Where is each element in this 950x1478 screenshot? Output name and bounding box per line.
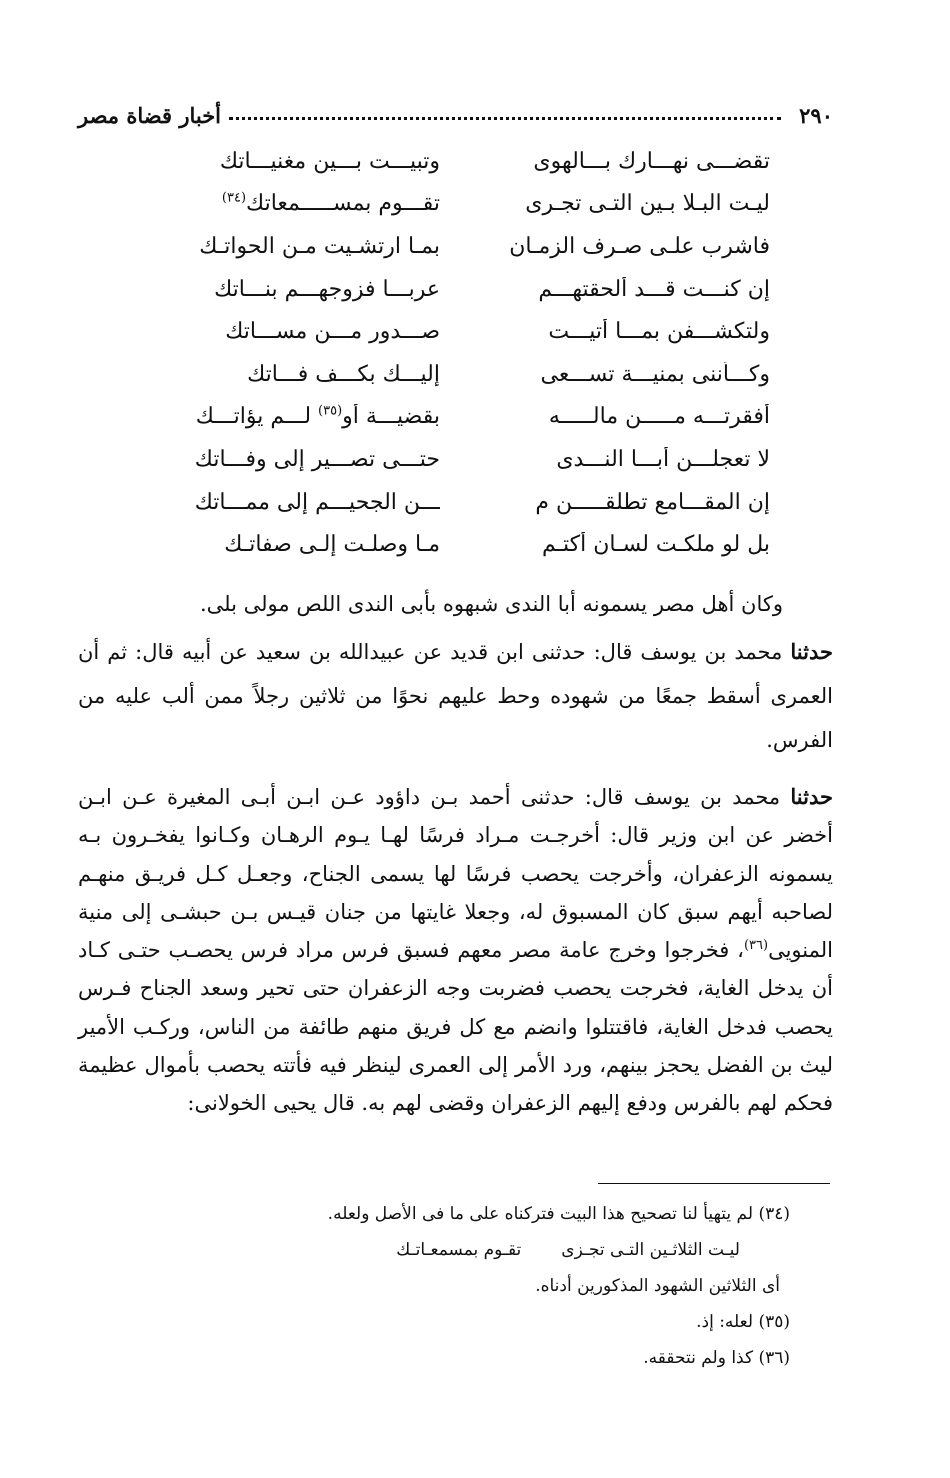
verse-second-hemistich: صـــدور مـــن مســـاتك: [225, 319, 440, 345]
verse-first-hemistich: تقضـــى نهـــارك بـــالهوى: [533, 148, 770, 174]
verse-first-hemistich: وكـــأننى بمنيـــة تســـعى: [540, 361, 770, 387]
paragraph-abu-alnada: [78, 584, 833, 624]
verse-second-text: بقضيـــة أو: [342, 404, 440, 430]
verse-first-hemistich: ولتكشـــفن بمـــا أتيـــت: [548, 319, 770, 345]
running-title: أخبار قضاة مصر: [78, 102, 222, 128]
paragraph-body: محمد بن يوسف قال: حدثنى أحمد بـن داؤود عـن ابـن أبـى المغيرة عـن ابـن أخضر عن ابن وزير قال: أخرجـت مـراد فرسًا لهـا يـوم الرهـان وكـانوا يفخـرون بـه يسمونه الزعفران، وأخرجت يحصب فرسًا لها يسمى الجناح، وجعـل كـل فريـق منهـم لصاحبه أيهم سبق كان المسبوق له، وجعلا غايتها من جنان قيـس بـن حبشـى إلى منية المنويى: [78, 785, 833, 963]
verse-second-hemistich: إليـــك بكـــف فـــاتك: [247, 361, 440, 387]
verse-first-hemistich: بل لو ملكـت لسـان أكتـم: [541, 532, 770, 558]
footnote-ref-36[interactable]: (٣٦): [743, 938, 769, 954]
paragraph-text: [78, 630, 833, 762]
verse: [140, 438, 770, 481]
footnote-35: (٣٥) لعله: إذ.: [696, 1312, 790, 1332]
verse-second-hemistich: بمـا ارتشـيت مـن الحواتـك: [199, 233, 440, 259]
verse-second-hemistich: مـا وصلـت إلـى صفاتـك: [224, 532, 440, 558]
verse-second-tail: لـــم يؤاتـــك: [195, 404, 319, 430]
footnote-separator: [598, 1183, 830, 1184]
paragraph-text: [78, 778, 833, 1123]
paragraph-text: وكان أهل مصر يسمونه أبا الندى شبهوه بأبى الندى اللص مولى بلى.: [200, 592, 783, 616]
poem: [140, 140, 770, 566]
verse-second-hemistich: [140, 404, 440, 429]
verse: [140, 523, 770, 566]
verse-first-hemistich: إن كنـــت قـــد ألحقتهـــم: [538, 276, 770, 302]
verse-second-hemistich: عربـــا فزوجهـــم بنـــاتك: [214, 276, 440, 302]
verse: [140, 183, 770, 226]
verse-first-hemistich: لا تعجلـــن أبـــا النـــدى: [556, 446, 770, 472]
footnote-verse-second: تقـوم بمسمعـاتـك: [396, 1240, 522, 1260]
footnote-34-verse: [140, 1232, 790, 1268]
page-header: [78, 100, 833, 130]
paragraph-omari-witnesses: [78, 630, 833, 762]
footnote-verse-first: ليـت الثلاثـين التـى تجـزى: [561, 1240, 740, 1260]
footnote-34-explanation: أى الثلاثين الشهود المذكورين أدناه.: [535, 1276, 780, 1296]
footnote-36: (٣٦) كذا ولم نتحققه.: [643, 1348, 790, 1368]
verse-first-hemistich: ليـت البـلا بـين التـى تجـرى: [525, 191, 770, 217]
verse-second-hemistich: ـــن الجحيـــم إلى ممـــاتك: [194, 489, 440, 515]
verse: [140, 481, 770, 524]
verse-second-hemistich: حتـــى تصـــير إلى وفـــاتك: [194, 446, 440, 472]
verse-second-hemistich: وتبيـــت بـــين مغنيـــاتك: [219, 148, 440, 174]
paragraph-horse-race: [78, 778, 833, 1123]
verse-first-hemistich: أفقرتـــه مـــــن مالـــــه: [548, 404, 770, 430]
verse: [140, 140, 770, 183]
verse-second-text: تقـــوم بمســـــمعاتك: [246, 191, 440, 217]
footnote-ref-35[interactable]: (٣٥): [318, 404, 343, 420]
verse-first-hemistich: فاشرب علـى صـرف الزمـان: [509, 233, 770, 259]
paragraph-body-continued: ، فخرجوا وخرج عامة مصر معهم فسبق فرس مراد فرس يحصـب حتـى كـاد أن يدخل الغاية، فخرجت يحصب فضربت وجه الزعفران حتى تحير وسعد الجناح فـرس يحصب فدخل الغاية، فاقتتلوا وانضم مع كل فريق منهم طائفة من الناس، وركـب الأمير ليث بن الفضل يحجز بينهم، ورد الأمر إلى العمرى لينظر فيه فأتته يحصب بأموال عظيمة فحكم لهم بالفرس ودفع إليهم الزعفران وقضى لهم به. قال يحيى الخولانى:: [78, 938, 833, 1116]
verse: [140, 353, 770, 396]
verse-first-hemistich: إن المقـــامع تطلقـــــن م: [535, 489, 770, 515]
footnote-34: (٣٤) لم يتهيأ لنا تصحيح هذا البيت فتركناه على ما فى الأصل ولعله.: [327, 1204, 790, 1224]
footnote-ref-34[interactable]: (٣٤): [221, 191, 247, 207]
verse: [140, 225, 770, 268]
verse: [140, 396, 770, 439]
footnotes: [140, 1196, 790, 1376]
verse-second-hemistich: [140, 191, 440, 216]
isnad-lead: حدثنا: [790, 639, 833, 664]
verse: [140, 268, 770, 311]
verse: [140, 310, 770, 353]
isnad-lead: حدثنا: [790, 784, 833, 809]
header-leader-dots: [229, 117, 781, 120]
page-number: ٢٩٠: [799, 102, 833, 128]
paragraph-body: محمد بن يوسف قال: حدثنى ابن قديد عن عبيدالله بن سعيد عن أبيه قال: ثم أن العمرى أسقط جمعًا من شهوده وحط عليهم نحوًا من ثلاثين رجلاً ممن ألب عليه من الفرس.: [78, 640, 833, 752]
